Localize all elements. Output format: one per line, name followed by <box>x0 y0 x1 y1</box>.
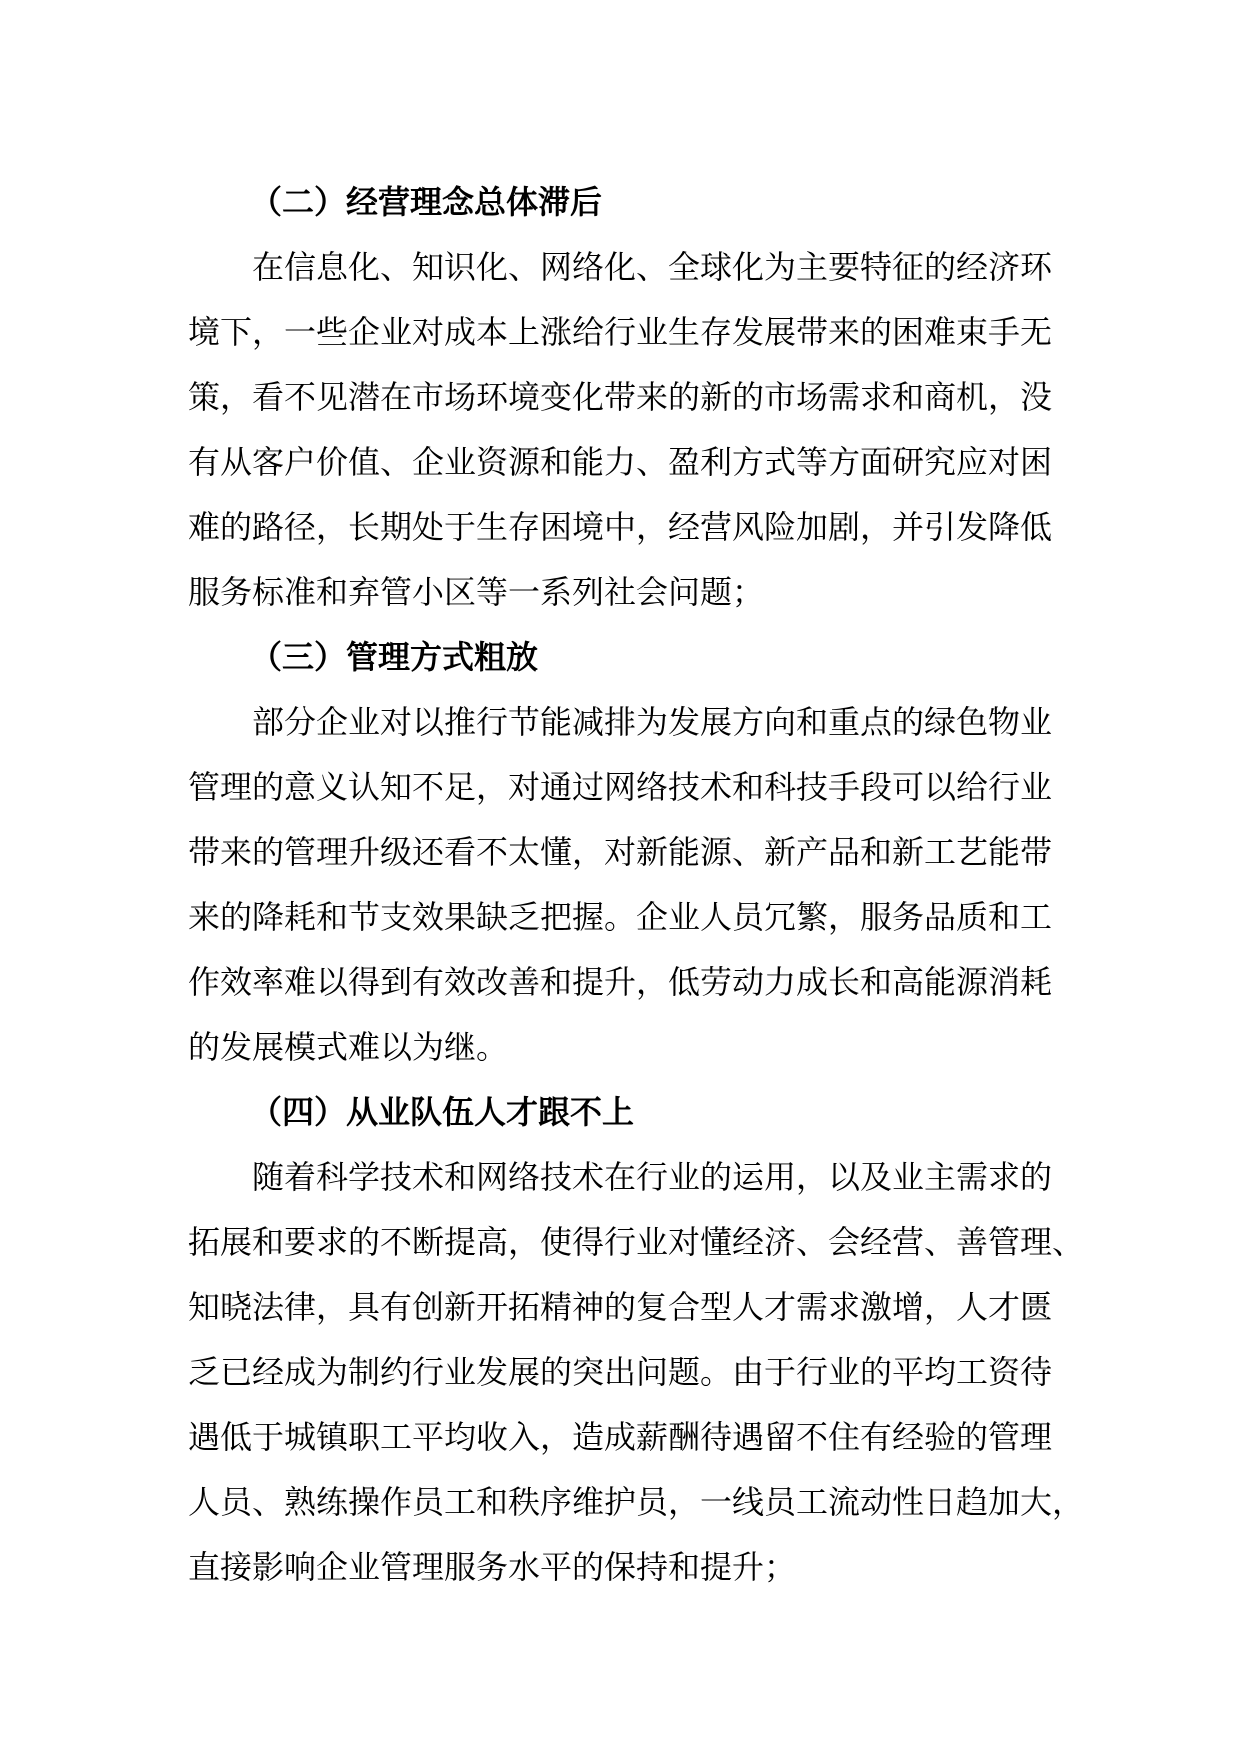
section-heading-4: （四）从业队伍人才跟不上 <box>250 1093 635 1131</box>
paragraph-line: 部分企业对以推行节能减排为发展方向和重点的绿色物业 <box>252 703 1053 741</box>
paragraph-line: 人员、熟练操作员工和秩序维护员，一线员工流动性日趋加大， <box>188 1483 1085 1521</box>
paragraph-line: 拓展和要求的不断提高，使得行业对懂经济、会经营、善管理、 <box>188 1223 1085 1261</box>
paragraph-line: 遇低于城镇职工平均收入，造成薪酬待遇留不住有经验的管理 <box>188 1418 1053 1456</box>
paragraph-line: 在信息化、知识化、网络化、全球化为主要特征的经济环 <box>252 248 1053 286</box>
paragraph-line: 管理的意义认知不足，对通过网络技术和科技手段可以给行业 <box>188 768 1053 806</box>
paragraph-line: 有从客户价值、企业资源和能力、盈利方式等方面研究应对困 <box>188 443 1053 481</box>
paragraph-line: 乏已经成为制约行业发展的突出问题。由于行业的平均工资待 <box>188 1353 1053 1391</box>
paragraph-line: 来的降耗和节支效果缺乏把握。企业人员冗繁，服务品质和工 <box>188 898 1053 936</box>
paragraph-line: 服务标准和弃管小区等一系列社会问题； <box>188 573 765 611</box>
paragraph-line: 作效率难以得到有效改善和提升，低劳动力成长和高能源消耗 <box>188 963 1053 1001</box>
paragraph-line: 境下，一些企业对成本上涨给行业生存发展带来的困难束手无 <box>188 313 1053 351</box>
document-body <box>188 170 1088 1600</box>
paragraph-line: 知晓法律，具有创新开拓精神的复合型人才需求激增，人才匮 <box>188 1288 1053 1326</box>
paragraph-operating-concept <box>188 235 1088 625</box>
paragraph-talent-team <box>188 1145 1088 1600</box>
section-heading-2: （二）经营理念总体滞后 <box>250 183 603 221</box>
paragraph-line: 带来的管理升级还看不太懂，对新能源、新产品和新工艺能带 <box>188 833 1053 871</box>
paragraph-line: 策，看不见潜在市场环境变化带来的新的市场需求和商机，没 <box>188 378 1053 416</box>
paragraph-management-method <box>188 690 1088 1080</box>
paragraph-line: 的发展模式难以为继。 <box>188 1028 509 1066</box>
paragraph-line: 随着科学技术和网络技术在行业的运用，以及业主需求的 <box>252 1158 1053 1196</box>
section-heading-3: （三）管理方式粗放 <box>250 638 539 676</box>
paragraph-line: 难的路径，长期处于生存困境中，经营风险加剧，并引发降低 <box>188 508 1053 546</box>
paragraph-line: 直接影响企业管理服务水平的保持和提升； <box>188 1548 797 1586</box>
